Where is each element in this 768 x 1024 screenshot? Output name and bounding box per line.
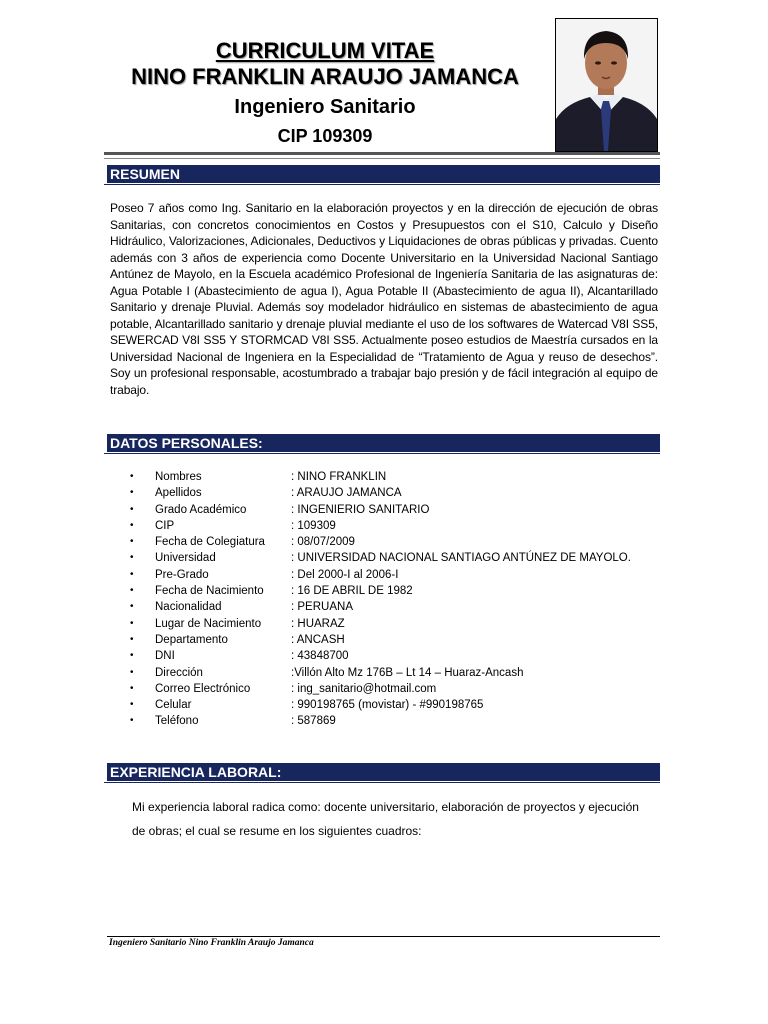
personal-data-value: : PERUANA [291, 601, 353, 614]
personal-data-value: : Del 2000-I al 2006-I [291, 568, 399, 581]
personal-data-label: Grado Académico [155, 503, 247, 516]
personal-data-value: : ANCASH [291, 633, 345, 646]
personal-data-label: Universidad [155, 552, 216, 565]
personal-data-label: Celular [155, 699, 192, 712]
bullet-icon: • [130, 633, 134, 645]
footer-text: Ingeniero Sanitario Nino Franklin Araujo Jamanca [109, 938, 314, 948]
header-divider-thin [104, 158, 660, 159]
cv-header [100, 38, 550, 149]
section-summary-header: RESUMEN [107, 165, 660, 183]
bullet-icon: • [130, 617, 134, 629]
personal-data-label: Pre-Grado [155, 568, 209, 581]
bullet-icon: • [130, 699, 134, 711]
bullet-icon: • [130, 585, 134, 597]
personal-data-value: : ing_sanitario@hotmail.com [291, 682, 437, 695]
personal-data-label: Teléfono [155, 715, 199, 728]
bullet-icon: • [130, 552, 134, 564]
candidate-profession: Ingeniero Sanitario [234, 96, 416, 118]
header-divider [104, 152, 660, 155]
personal-data-label: Correo Electrónico [155, 682, 251, 695]
bullet-icon: • [130, 601, 134, 613]
personal-data-label: Nacionalidad [155, 601, 222, 614]
personal-data-value: : 43848700 [291, 650, 349, 663]
bullet-icon: • [130, 503, 134, 515]
personal-data-label: Departamento [155, 633, 228, 646]
section-summary-rule [104, 184, 660, 185]
personal-data-value: : 109309 [291, 519, 336, 532]
section-experience-rule [104, 782, 660, 783]
bullet-icon: • [130, 682, 134, 694]
bullet-icon: • [130, 715, 134, 727]
document-title: CURRICULUM VITAE [215, 38, 435, 63]
personal-data-label: Lugar de Nacimiento [155, 617, 262, 630]
bullet-icon: • [130, 650, 134, 662]
personal-data-value: : 587869 [291, 715, 336, 728]
portrait-photo [555, 18, 658, 152]
experience-paragraph: Mi experiencia laboral radica como: docente universitario, elaboración de proyectos y ejecución de obras; el cual se resume en los siguientes cuadros: [132, 800, 639, 838]
personal-data-label: Apellidos [155, 487, 202, 500]
candidate-cip: CIP 109309 [277, 126, 373, 146]
bullet-icon: • [130, 519, 134, 531]
personal-data-value: : HUARAZ [291, 617, 345, 630]
personal-data-label: Dirección [155, 666, 203, 679]
personal-data-label: Fecha de Colegiatura [155, 536, 265, 549]
personal-data-value: : ARAUJO JAMANCA [291, 487, 402, 500]
bullet-icon: • [130, 487, 134, 499]
personal-data-value: : 08/07/2009 [291, 536, 355, 549]
personal-data-label: DNI [155, 650, 175, 663]
section-personal-rule [104, 453, 660, 454]
personal-data-value: : NINO FRANKLIN [291, 471, 387, 483]
portrait-photo-icon [556, 19, 657, 151]
personal-data-label: Fecha de Nacimiento [155, 585, 264, 598]
footer-divider [107, 936, 660, 937]
candidate-name: NINO FRANKLIN ARAUJO JAMANCA [131, 64, 519, 89]
personal-data-value: :Villón Alto Mz 176B – Lt 14 – Huaraz-Ancash [291, 666, 524, 679]
bullet-icon: • [130, 666, 134, 678]
section-personal-header: DATOS PERSONALES: [107, 434, 660, 452]
bullet-icon: • [130, 471, 134, 482]
personal-data-value: : 16 DE ABRIL DE 1982 [291, 585, 413, 598]
summary-paragraph: Poseo 7 años como Ing. Sanitario en la elaboración proyectos y en la dirección de ejecución de obras Sanitarias, con concretos conocimientos en Costos y Presupuestos con el S10, Calculo y Diseño Hidráulico, Valorizaciones, Adicionales, Deductivos y Liquidaciones de obras públicas y privadas. Cuento además con 3 años de experiencia como Docente Universitario en la Universidad Nacional Santiago Antúnez de Mayolo, en la Escuela académico Profesional de Ingeniería Sanitaria de las asignaturas de: Agua Potable I (Abastecimiento de agua I), Agua Potable II (Abastecimiento de agua II), Alcantarillado Sanitario y drenaje Pluvial. Además soy modelador hidráulico en sistemas de abastecimiento de agua potable, Alcantarillado sanitario y drenaje pluvial mediante el uso de los softwares de Watercad V8I SS5, SEWERCAD V8I SS5 Y STORMCAD V8I SS5. Actualmente poseo estudios de Maestría cursados en la Universidad Nacional de Ingeniera en la Especialidad de “Tratamiento de Agua y reuso de desechos”. Soy un profesional responsable, acostumbrado a trabajar bajo presión y de fácil integración al equipo de trabajo. [110, 201, 658, 397]
personal-data-value: : UNIVERSIDAD NACIONAL SANTIAGO ANTÚNEZ DE MAYOLO. [291, 552, 631, 565]
section-experience-header: EXPERIENCIA LABORAL: [107, 763, 660, 781]
personal-data-label: CIP [155, 519, 175, 532]
bullet-icon: • [130, 568, 134, 580]
personal-data-value: : INGENIERIO SANITARIO [291, 503, 430, 516]
bullet-icon: • [130, 536, 134, 548]
personal-data-label: Nombres [155, 471, 202, 483]
personal-data-value: : 990198765 (movistar) - #990198765 [291, 699, 484, 712]
